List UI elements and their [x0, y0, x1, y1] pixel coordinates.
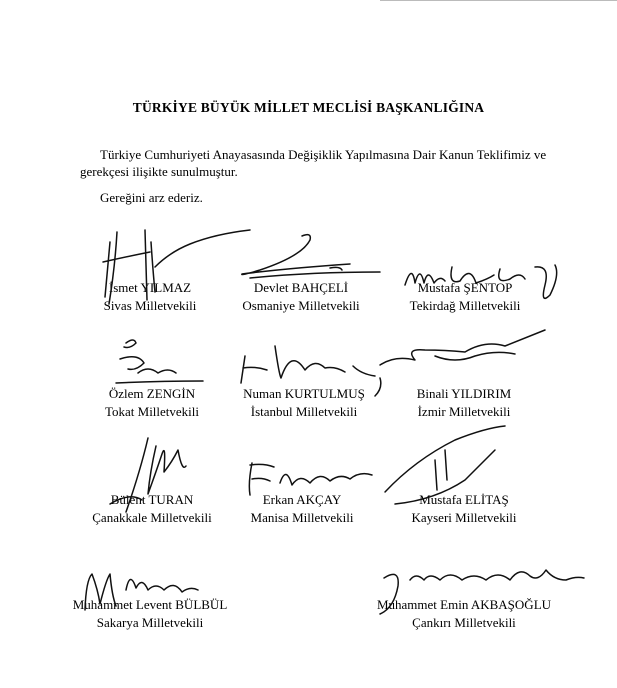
signer-name: İsmet YILMAZ — [108, 280, 192, 295]
signer-name: Mustafa ELİTAŞ — [419, 492, 509, 507]
signer-block — [364, 491, 564, 527]
signer-name: Binali YILDIRIM — [416, 386, 512, 401]
signer-name: Devlet BAHÇELİ — [253, 280, 349, 295]
top-edge-line — [380, 0, 617, 1]
closing-line: Gereğini arz ederiz. — [100, 190, 203, 205]
signer-constituency: Çankırı Milletvekili — [412, 615, 516, 630]
document-title: TÜRKİYE BÜYÜK MİLLET MECLİSİ BAŞKANLIĞINA — [132, 100, 485, 115]
signer-block — [50, 596, 250, 632]
signer-name: Mustafa ŞENTOP — [417, 280, 513, 295]
signer-name: Numan KURTULMUŞ — [243, 386, 365, 401]
signer-block — [364, 596, 564, 632]
signer-name: Muhammet Emin AKBAŞOĞLU — [376, 597, 552, 612]
signer-name: Bülent TURAN — [110, 492, 194, 507]
body-line-2: gerekçesi ilişikte sunulmuştur. — [80, 164, 238, 179]
signer-constituency: Kayseri Milletvekili — [411, 510, 517, 525]
body-paragraph — [80, 146, 560, 180]
signer-constituency: Sivas Milletvekili — [103, 298, 197, 313]
signer-name: Özlem ZENGİN — [108, 386, 196, 401]
signer-block — [365, 279, 565, 315]
signer-constituency: Manisa Milletvekili — [250, 510, 354, 525]
signer-constituency: Çanakkale Milletvekili — [92, 510, 212, 525]
signer-block — [364, 385, 564, 421]
signer-constituency: Tekirdağ Milletvekili — [409, 298, 521, 313]
body-line-1: Türkiye Cumhuriyeti Anayasasında Değişiklik Yapılmasına Dair Kanun Teklifimiz ve — [100, 147, 547, 162]
signer-constituency: Tokat Milletvekili — [104, 404, 200, 419]
signer-name: Muhammet Levent BÜLBÜL — [72, 597, 228, 612]
signer-constituency: İstanbul Milletvekili — [250, 404, 358, 419]
signer-constituency: İzmir Milletvekili — [417, 404, 511, 419]
signer-name: Erkan AKÇAY — [262, 492, 342, 507]
signer-constituency: Osmaniye Milletvekili — [242, 298, 360, 313]
signer-constituency: Sakarya Milletvekili — [96, 615, 204, 630]
signature-mark — [375, 320, 555, 380]
